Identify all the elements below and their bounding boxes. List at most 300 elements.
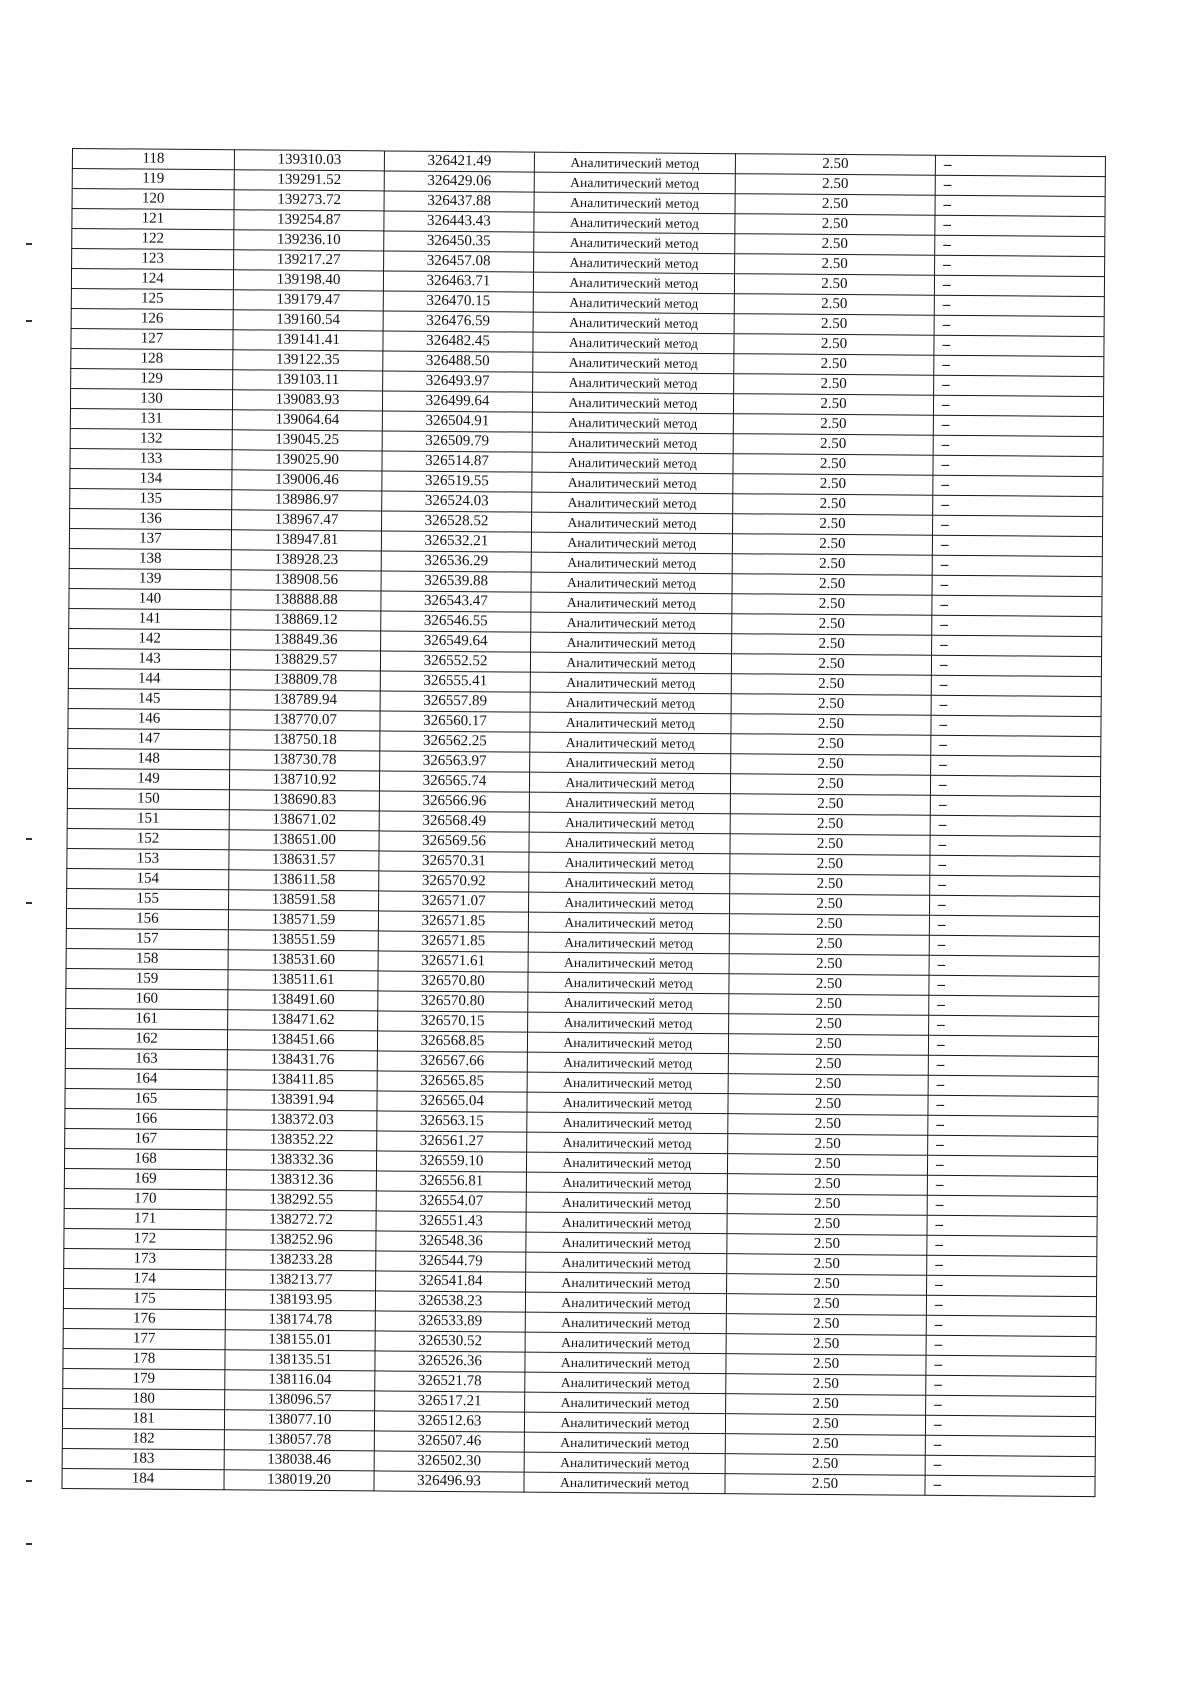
method-cell: Аналитический метод: [529, 772, 730, 794]
method-cell: Аналитический метод: [527, 1132, 728, 1154]
note-cell: –: [926, 1315, 1096, 1336]
method-cell: Аналитический метод: [525, 1352, 726, 1374]
method-cell: Аналитический метод: [533, 272, 734, 294]
point-number-cell: 141: [69, 608, 231, 629]
note-cell: –: [929, 1015, 1099, 1036]
scan-artifact: [26, 838, 32, 840]
accuracy-cell: 2.50: [729, 954, 929, 976]
note-cell: –: [932, 635, 1102, 656]
y-coordinate-cell: 326539.88: [381, 571, 531, 592]
method-cell: Аналитический метод: [532, 432, 733, 454]
y-coordinate-cell: 326571.61: [378, 951, 528, 972]
method-cell: Аналитический метод: [527, 1032, 728, 1054]
scan-artifact: [26, 1480, 32, 1482]
point-number-cell: 132: [70, 428, 232, 449]
accuracy-cell: 2.50: [734, 354, 934, 376]
point-number-cell: 147: [68, 728, 230, 749]
point-number-cell: 175: [63, 1288, 225, 1309]
method-cell: Аналитический метод: [527, 1112, 728, 1134]
method-cell: Аналитический метод: [526, 1212, 727, 1234]
method-cell: Аналитический метод: [530, 732, 731, 754]
point-number-cell: 155: [67, 888, 229, 909]
accuracy-cell: 2.50: [735, 154, 935, 176]
note-cell: –: [927, 1235, 1097, 1256]
y-coordinate-cell: 326548.36: [376, 1231, 526, 1252]
point-number-cell: 158: [66, 948, 228, 969]
method-cell: Аналитический метод: [534, 252, 735, 274]
accuracy-cell: 2.50: [733, 494, 933, 516]
method-cell: Аналитический метод: [530, 652, 731, 674]
method-cell: Аналитический метод: [528, 952, 729, 974]
y-coordinate-cell: 326571.07: [379, 891, 529, 912]
x-coordinate-cell: 138730.78: [230, 750, 380, 771]
accuracy-cell: 2.50: [726, 1354, 926, 1376]
note-cell: –: [927, 1215, 1097, 1236]
note-cell: –: [927, 1255, 1097, 1276]
y-coordinate-cell: 326562.25: [380, 731, 530, 752]
y-coordinate-cell: 326559.10: [376, 1151, 526, 1172]
accuracy-cell: 2.50: [726, 1334, 926, 1356]
y-coordinate-cell: 326566.96: [379, 791, 529, 812]
note-cell: –: [934, 315, 1104, 336]
x-coordinate-cell: 138947.81: [231, 530, 381, 551]
accuracy-cell: 2.50: [735, 254, 935, 276]
note-cell: –: [934, 355, 1104, 376]
accuracy-cell: 2.50: [726, 1314, 926, 1336]
x-coordinate-cell: 138077.10: [224, 1410, 374, 1431]
note-cell: –: [925, 1415, 1095, 1436]
point-number-cell: 149: [67, 768, 229, 789]
y-coordinate-cell: 326517.21: [375, 1391, 525, 1412]
method-cell: Аналитический метод: [531, 552, 732, 574]
note-cell: –: [929, 975, 1099, 996]
x-coordinate-cell: 138451.66: [227, 1030, 377, 1051]
accuracy-cell: 2.50: [731, 734, 931, 756]
y-coordinate-cell: 326421.49: [384, 151, 534, 172]
x-coordinate-cell: 138332.36: [226, 1150, 376, 1171]
x-coordinate-cell: 138233.28: [226, 1250, 376, 1271]
note-cell: –: [927, 1155, 1097, 1176]
point-number-cell: 163: [65, 1048, 227, 1069]
y-coordinate-cell: 326470.15: [383, 291, 533, 312]
point-number-cell: 156: [66, 908, 228, 929]
point-number-cell: 142: [69, 628, 231, 649]
x-coordinate-cell: 138551.59: [228, 930, 378, 951]
accuracy-cell: 2.50: [731, 754, 931, 776]
x-coordinate-cell: 138908.56: [231, 570, 381, 591]
method-cell: Аналитический метод: [534, 192, 735, 214]
method-cell: Аналитический метод: [532, 472, 733, 494]
note-cell: –: [933, 495, 1103, 516]
y-coordinate-cell: 326571.85: [378, 911, 528, 932]
y-coordinate-cell: 326549.64: [381, 631, 531, 652]
y-coordinate-cell: 326565.74: [379, 771, 529, 792]
method-cell: Аналитический метод: [529, 872, 730, 894]
point-number-cell: 174: [64, 1268, 226, 1289]
note-cell: –: [935, 255, 1105, 276]
method-cell: Аналитический метод: [528, 972, 729, 994]
accuracy-cell: 2.50: [728, 1074, 928, 1096]
note-cell: –: [934, 275, 1104, 296]
point-number-cell: 151: [67, 808, 229, 829]
y-coordinate-cell: 326552.52: [380, 651, 530, 672]
x-coordinate-cell: 138750.18: [230, 730, 380, 751]
y-coordinate-cell: 326568.85: [377, 1031, 527, 1052]
method-cell: Аналитический метод: [529, 792, 730, 814]
y-coordinate-cell: 326463.71: [383, 271, 533, 292]
note-cell: –: [925, 1475, 1095, 1496]
accuracy-cell: 2.50: [730, 834, 930, 856]
point-number-cell: 144: [68, 668, 230, 689]
scan-artifact: [26, 243, 32, 245]
accuracy-cell: 2.50: [727, 1154, 927, 1176]
point-number-cell: 118: [72, 149, 234, 170]
note-cell: –: [930, 815, 1100, 836]
x-coordinate-cell: 138252.96: [226, 1230, 376, 1251]
y-coordinate-cell: 326533.89: [375, 1311, 525, 1332]
accuracy-cell: 2.50: [735, 174, 935, 196]
method-cell: Аналитический метод: [532, 392, 733, 414]
x-coordinate-cell: 138116.04: [225, 1370, 375, 1391]
accuracy-cell: 2.50: [730, 814, 930, 836]
note-cell: –: [931, 735, 1101, 756]
x-coordinate-cell: 138372.03: [227, 1110, 377, 1131]
method-cell: Аналитический метод: [533, 292, 734, 314]
method-cell: Аналитический метод: [526, 1232, 727, 1254]
accuracy-cell: 2.50: [725, 1434, 925, 1456]
note-cell: –: [935, 175, 1105, 196]
note-cell: –: [928, 1095, 1098, 1116]
x-coordinate-cell: 138292.55: [226, 1190, 376, 1211]
point-number-cell: 179: [63, 1368, 225, 1389]
note-cell: –: [928, 1075, 1098, 1096]
accuracy-cell: 2.50: [732, 514, 932, 536]
accuracy-cell: 2.50: [728, 1134, 928, 1156]
y-coordinate-cell: 326502.30: [374, 1451, 524, 1472]
method-cell: Аналитический метод: [531, 512, 732, 534]
note-cell: –: [932, 575, 1102, 596]
method-cell: Аналитический метод: [524, 1412, 725, 1434]
point-number-cell: 123: [72, 249, 234, 270]
y-coordinate-cell: 326429.06: [384, 171, 534, 192]
x-coordinate-cell: 138611.58: [229, 870, 379, 891]
accuracy-cell: 2.50: [731, 714, 931, 736]
note-cell: –: [935, 195, 1105, 216]
method-cell: Аналитический метод: [524, 1472, 725, 1494]
y-coordinate-cell: 326536.29: [381, 551, 531, 572]
accuracy-cell: 2.50: [726, 1374, 926, 1396]
x-coordinate-cell: 138511.61: [228, 970, 378, 991]
method-cell: Аналитический метод: [524, 1452, 725, 1474]
note-cell: –: [933, 475, 1103, 496]
note-cell: –: [925, 1455, 1095, 1476]
point-number-cell: 161: [66, 1008, 228, 1029]
method-cell: Аналитический метод: [528, 1012, 729, 1034]
accuracy-cell: 2.50: [734, 334, 934, 356]
point-number-cell: 137: [69, 528, 231, 549]
accuracy-cell: 2.50: [735, 234, 935, 256]
note-cell: –: [927, 1175, 1097, 1196]
y-coordinate-cell: 326554.07: [376, 1191, 526, 1212]
note-cell: –: [932, 595, 1102, 616]
accuracy-cell: 2.50: [725, 1454, 925, 1476]
y-coordinate-cell: 326530.52: [375, 1331, 525, 1352]
y-coordinate-cell: 326528.52: [382, 511, 532, 532]
accuracy-cell: 2.50: [727, 1214, 927, 1236]
x-coordinate-cell: 138135.51: [225, 1350, 375, 1371]
accuracy-cell: 2.50: [725, 1414, 925, 1436]
point-number-cell: 173: [64, 1248, 226, 1269]
method-cell: Аналитический метод: [526, 1252, 727, 1274]
x-coordinate-cell: 138213.77: [226, 1270, 376, 1291]
accuracy-cell: 2.50: [731, 694, 931, 716]
point-number-cell: 157: [66, 928, 228, 949]
note-cell: –: [928, 1135, 1098, 1156]
point-number-cell: 119: [72, 169, 234, 190]
note-cell: –: [927, 1195, 1097, 1216]
note-cell: –: [931, 695, 1101, 716]
method-cell: Аналитический метод: [534, 152, 735, 174]
x-coordinate-cell: 139273.72: [234, 190, 384, 211]
y-coordinate-cell: 326543.47: [381, 591, 531, 612]
point-number-cell: 127: [71, 328, 233, 349]
x-coordinate-cell: 138531.60: [228, 950, 378, 971]
x-coordinate-cell: 138491.60: [228, 990, 378, 1011]
note-cell: –: [930, 835, 1100, 856]
method-cell: Аналитический метод: [533, 312, 734, 334]
note-cell: –: [928, 1115, 1098, 1136]
y-coordinate-cell: 326476.59: [383, 311, 533, 332]
y-coordinate-cell: 326570.80: [378, 971, 528, 992]
x-coordinate-cell: 138631.57: [229, 850, 379, 871]
y-coordinate-cell: 326541.84: [376, 1271, 526, 1292]
method-cell: Аналитический метод: [531, 632, 732, 654]
scan-artifact: [26, 1543, 32, 1545]
accuracy-cell: 2.50: [733, 394, 933, 416]
y-coordinate-cell: 326521.78: [375, 1371, 525, 1392]
note-cell: –: [930, 775, 1100, 796]
point-number-cell: 168: [64, 1148, 226, 1169]
note-cell: –: [926, 1335, 1096, 1356]
note-cell: –: [935, 155, 1105, 176]
note-cell: –: [931, 655, 1101, 676]
method-cell: Аналитический метод: [524, 1432, 725, 1454]
method-cell: Аналитический метод: [526, 1152, 727, 1174]
accuracy-cell: 2.50: [730, 894, 930, 916]
method-cell: Аналитический метод: [526, 1172, 727, 1194]
method-cell: Аналитический метод: [529, 832, 730, 854]
point-number-cell: 121: [72, 209, 234, 230]
x-coordinate-cell: 138986.97: [232, 490, 382, 511]
note-cell: –: [929, 915, 1099, 936]
y-coordinate-cell: 326488.50: [383, 351, 533, 372]
y-coordinate-cell: 326570.31: [379, 851, 529, 872]
y-coordinate-cell: 326570.80: [378, 991, 528, 1012]
y-coordinate-cell: 326565.85: [377, 1071, 527, 1092]
x-coordinate-cell: 138431.76: [227, 1050, 377, 1071]
note-cell: –: [933, 435, 1103, 456]
x-coordinate-cell: 138391.94: [227, 1090, 377, 1111]
y-coordinate-cell: 326499.64: [382, 391, 532, 412]
method-cell: Аналитический метод: [533, 372, 734, 394]
x-coordinate-cell: 138849.36: [231, 630, 381, 651]
y-coordinate-cell: 326571.85: [378, 931, 528, 952]
point-number-cell: 154: [67, 868, 229, 889]
point-number-cell: 172: [64, 1228, 226, 1249]
accuracy-cell: 2.50: [731, 674, 931, 696]
note-cell: –: [930, 895, 1100, 916]
note-cell: –: [935, 235, 1105, 256]
accuracy-cell: 2.50: [729, 1014, 929, 1036]
accuracy-cell: 2.50: [726, 1394, 926, 1416]
accuracy-cell: 2.50: [728, 1054, 928, 1076]
x-coordinate-cell: 139217.27: [234, 250, 384, 271]
note-cell: –: [932, 615, 1102, 636]
x-coordinate-cell: 138809.78: [230, 670, 380, 691]
y-coordinate-cell: 326532.21: [381, 531, 531, 552]
x-coordinate-cell: 139103.11: [233, 370, 383, 391]
x-coordinate-cell: 138019.20: [224, 1470, 374, 1491]
point-number-cell: 165: [65, 1088, 227, 1109]
point-number-cell: 177: [63, 1328, 225, 1349]
point-number-cell: 124: [71, 269, 233, 290]
x-coordinate-cell: 139083.93: [232, 390, 382, 411]
method-cell: Аналитический метод: [528, 912, 729, 934]
point-number-cell: 122: [72, 229, 234, 250]
method-cell: Аналитический метод: [527, 1092, 728, 1114]
note-cell: –: [925, 1435, 1095, 1456]
note-cell: –: [928, 1055, 1098, 1076]
note-cell: –: [928, 1035, 1098, 1056]
x-coordinate-cell: 138928.23: [231, 550, 381, 571]
y-coordinate-cell: 326555.41: [380, 671, 530, 692]
point-number-cell: 152: [67, 828, 229, 849]
method-cell: Аналитический метод: [525, 1312, 726, 1334]
accuracy-cell: 2.50: [725, 1474, 925, 1496]
accuracy-cell: 2.50: [727, 1234, 927, 1256]
x-coordinate-cell: 138967.47: [232, 510, 382, 531]
note-cell: –: [930, 875, 1100, 896]
point-number-cell: 178: [63, 1348, 225, 1369]
note-cell: –: [927, 1275, 1097, 1296]
point-number-cell: 150: [67, 788, 229, 809]
accuracy-cell: 2.50: [728, 1114, 928, 1136]
point-number-cell: 153: [67, 848, 229, 869]
point-number-cell: 145: [68, 688, 230, 709]
y-coordinate-cell: 326570.15: [378, 1011, 528, 1032]
method-cell: Аналитический метод: [528, 992, 729, 1014]
method-cell: Аналитический метод: [525, 1332, 726, 1354]
accuracy-cell: 2.50: [734, 294, 934, 316]
point-number-cell: 183: [62, 1448, 224, 1469]
note-cell: –: [934, 335, 1104, 356]
y-coordinate-cell: 326563.97: [380, 751, 530, 772]
note-cell: –: [934, 295, 1104, 316]
y-coordinate-cell: 326570.92: [379, 871, 529, 892]
point-number-cell: 138: [69, 548, 231, 569]
accuracy-cell: 2.50: [733, 414, 933, 436]
x-coordinate-cell: 138272.72: [226, 1210, 376, 1231]
x-coordinate-cell: 138411.85: [227, 1070, 377, 1091]
method-cell: Аналитический метод: [530, 712, 731, 734]
y-coordinate-cell: 326482.45: [383, 331, 533, 352]
x-coordinate-cell: 139198.40: [233, 270, 383, 291]
x-coordinate-cell: 138096.57: [225, 1390, 375, 1411]
x-coordinate-cell: 139236.10: [234, 230, 384, 251]
method-cell: Аналитический метод: [534, 212, 735, 234]
x-coordinate-cell: 138710.92: [229, 770, 379, 791]
y-coordinate-cell: 326561.27: [377, 1131, 527, 1152]
accuracy-cell: 2.50: [734, 314, 934, 336]
note-cell: –: [933, 395, 1103, 416]
point-number-cell: 180: [63, 1388, 225, 1409]
x-coordinate-cell: 138471.62: [228, 1010, 378, 1031]
accuracy-cell: 2.50: [729, 934, 929, 956]
note-cell: –: [934, 375, 1104, 396]
method-cell: Аналитический метод: [532, 412, 733, 434]
x-coordinate-cell: 138888.88: [231, 590, 381, 611]
point-number-cell: 129: [71, 368, 233, 389]
point-number-cell: 164: [65, 1068, 227, 1089]
method-cell: Аналитический метод: [532, 452, 733, 474]
method-cell: Аналитический метод: [525, 1392, 726, 1414]
method-cell: Аналитический метод: [533, 332, 734, 354]
y-coordinate-cell: 326450.35: [384, 231, 534, 252]
accuracy-cell: 2.50: [730, 794, 930, 816]
method-cell: Аналитический метод: [526, 1272, 727, 1294]
point-number-cell: 126: [71, 308, 233, 329]
accuracy-cell: 2.50: [732, 554, 932, 576]
note-cell: –: [929, 935, 1099, 956]
accuracy-cell: 2.50: [730, 854, 930, 876]
x-coordinate-cell: 138571.59: [228, 910, 378, 931]
x-coordinate-cell: 139141.41: [233, 330, 383, 351]
method-cell: Аналитический метод: [527, 1052, 728, 1074]
y-coordinate-cell: 326496.93: [374, 1471, 524, 1492]
point-number-cell: 184: [62, 1468, 224, 1489]
note-cell: –: [935, 215, 1105, 236]
note-cell: –: [933, 415, 1103, 436]
y-coordinate-cell: 326565.04: [377, 1091, 527, 1112]
point-number-cell: 143: [68, 648, 230, 669]
method-cell: Аналитический метод: [526, 1192, 727, 1214]
point-number-cell: 133: [70, 448, 232, 469]
x-coordinate-cell: 138690.83: [229, 790, 379, 811]
accuracy-cell: 2.50: [731, 654, 931, 676]
point-number-cell: 167: [65, 1128, 227, 1149]
y-coordinate-cell: 326437.88: [384, 191, 534, 212]
y-coordinate-cell: 326538.23: [375, 1291, 525, 1312]
accuracy-cell: 2.50: [729, 974, 929, 996]
accuracy-cell: 2.50: [727, 1174, 927, 1196]
y-coordinate-cell: 326569.56: [379, 831, 529, 852]
y-coordinate-cell: 326504.91: [382, 411, 532, 432]
note-cell: –: [929, 995, 1099, 1016]
method-cell: Аналитический метод: [533, 352, 734, 374]
method-cell: Аналитический метод: [532, 492, 733, 514]
y-coordinate-cell: 326568.49: [379, 811, 529, 832]
note-cell: –: [926, 1295, 1096, 1316]
x-coordinate-cell: 138829.57: [230, 650, 380, 671]
note-cell: –: [933, 455, 1103, 476]
method-cell: Аналитический метод: [531, 612, 732, 634]
note-cell: –: [926, 1355, 1096, 1376]
y-coordinate-cell: 326512.63: [374, 1411, 524, 1432]
x-coordinate-cell: 138591.58: [229, 890, 379, 911]
note-cell: –: [932, 555, 1102, 576]
note-cell: –: [931, 715, 1101, 736]
point-number-cell: 125: [71, 288, 233, 309]
